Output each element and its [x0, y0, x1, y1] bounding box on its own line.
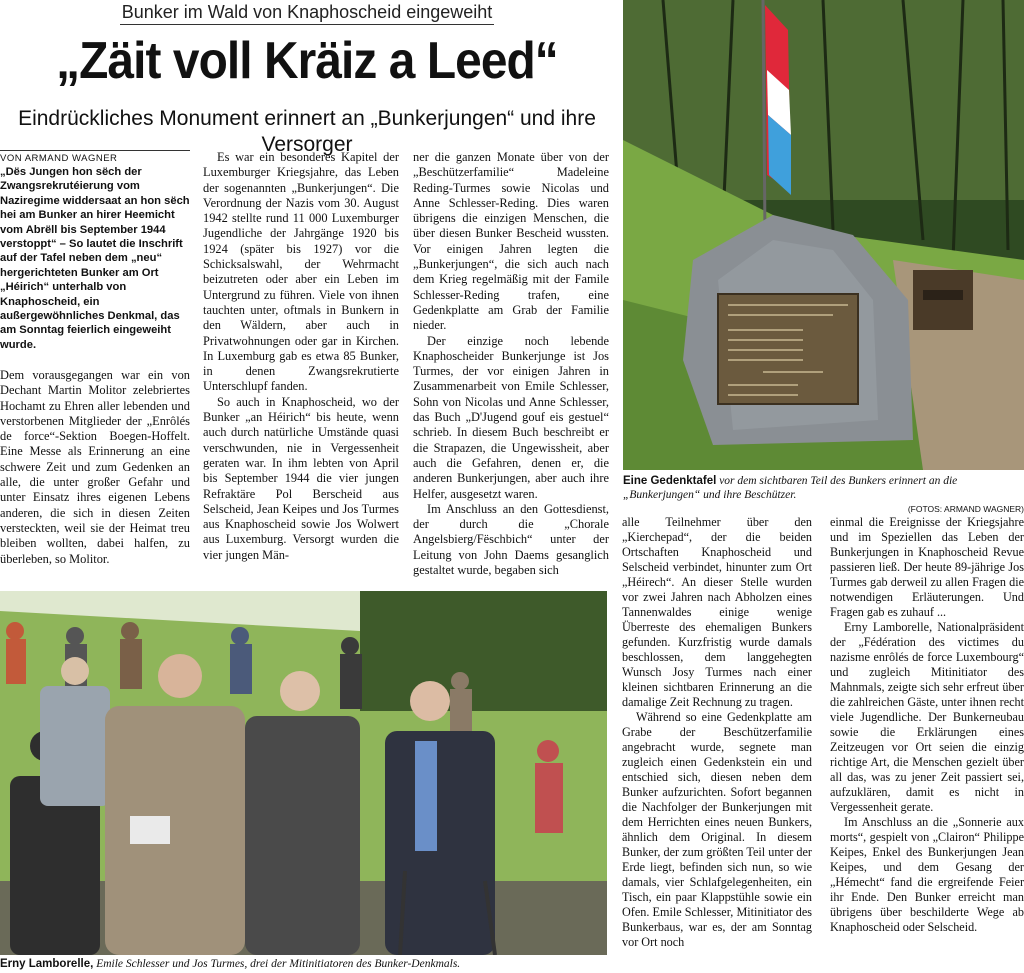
crowd-photo-caption	[0, 957, 607, 971]
article-kicker	[0, 2, 614, 23]
col4-paragraph: Während so eine Gedenkplatte am Grabe der Beschützerfamilie angebracht wurde, segnete man zugleich einen Gedenkstein ein und entschied sich, diesen neben dem Bunker aufzurichten. Sofort begannen die Nachfolger der Bunkerjungen mit dem Herrichten eines neuen Bunkers, ähnlich dem Original. In diesem Bunker, der zum größten Teil unter der Erde liegt, befinden sich nun, so wie damals, vier Schlafgelegenheiten, ein Tisch, ein paar Klappstühle sowie ein Ofen. Emile Schlesser, Mitinitiator des Bunkerbaus, war es, der am Sonntag vor Ort noch	[622, 710, 812, 949]
kicker-text: Bunker im Wald von Knaphoscheid eingeweiht	[120, 2, 495, 25]
column-4	[622, 515, 812, 950]
memorial-photo-illustration	[623, 0, 1024, 470]
article-subhead: Eindrückliches Monument erinnert an „Bunkerjungen“ und ihre Versorger	[18, 107, 596, 156]
column-2	[203, 150, 399, 563]
col3-paragraph: ner die ganzen Monate über von der „Beschützerfamilie“ Madeleine Reding-Turmes sowie Nicolas und Anne Schlesser-Reding. Dies waren übrigens die einzigen Menschen, die über diesen Bunker Bescheid wussten. Vor einigen Jahren legten die „Bunkerjungen“, die sich auch nach dem Krieg regelmäßig mit der Famile Schlesser-Reding trafen, eine Gedenkplatte am Grab der Familie nieder.	[413, 150, 609, 333]
memorial-caption-bold: Eine Gedenktafel	[623, 475, 717, 487]
col2-paragraph: Es war ein besonderes Kapitel der Luxemburger Kriegsjahre, das Leben der sogenannten „Bunkerjungen“. Die Verordnung der Nazis vom 30. August 1942 stellte rund 11 000 Luxemburger Jugendliche der Jahrgänge 1920 bis 1924 (später bis 1927) vor die Schicksalswahl, der Wehrmacht beizutreten oder aber ein Leben im Untergrund zu führen. Viele von ihnen tauchten unter, oftmals in Bunkern in den Wäldern, aber auch in Privatwohnungen oder gar in Kirchen. In Luxemburg gab es etwa 85 Bunker, in denen Zwangsrekrutierte Unterschlupf fanden.	[203, 150, 399, 394]
crowd-caption-bold: Erny Lamborelle,	[0, 958, 94, 970]
crowd-photo-illustration	[0, 591, 607, 955]
crowd-caption-text: Emile Schlesser und Jos Turmes, drei der Mitinitiatoren des Bunker-Denkmals.	[96, 958, 461, 970]
col3-paragraph: Der einzige noch lebende Knaphoscheider Bunkerjunge ist Jos Turmes, der vor einigen Jahren in Zusammenarbeit von Emile Schlesser, Sohn von Nicolas und Anne Schlesser, das Buch „D'Jugend gouf eis gestuel“ schrieb. In diesem Buch beschreibt er die Strapazen, die Ungewissheit, aber auch die Gefahren, denen er, die anderen Bunkerjungen, aber auch ihre Helfer, ausgesetzt waren.	[413, 333, 609, 501]
memorial-photo-caption	[623, 474, 1024, 516]
memorial-photo	[623, 0, 1024, 470]
crowd-photo	[0, 591, 607, 955]
article-headline: „Zäit voll Kräiz a Leed“	[56, 32, 558, 90]
byline: VON ARMAND WAGNER	[0, 150, 190, 164]
col5-paragraph: einmal die Ereignisse der Kriegsjahre und im Speziellen das Leben der Bunkerjungen in Knaphoscheid Revue passieren ließ. Der heute 89-jährige Jos Turmes gab derweil zu allen Fragen die notwendigen Erläuterungen. Und Fragen gab es zuhauf ...	[830, 515, 1024, 619]
column-5	[830, 515, 1024, 935]
column-3	[413, 150, 609, 578]
col1-paragraph: Dem vorausgegangen war ein von Dechant Martin Molitor zelebriertes Hochamt zu Ehren aller lebenden und verstorbenen Mitglieder der „Enrôlés de force“-Sektion Boegen-Hoffelt. Eine Messe als Erinnerung an eine schwere Zeit und zum Gedenken an alle, die unter großer Gefahr und unter Einsatz ihres eigenen Lebens anderen, die sich in diesen Zeiten versteckten, weil sie der Heimat treu bleiben wollten, dabei halfen, zu überleben, so Molitor.	[0, 368, 190, 566]
col4-paragraph: alle Teilnehmer über den „Kierchepad“, der die beiden Ortschaften Knaphoscheid und Selscheid verbindet, hinunter zum Ort „Héirech“. An dieser Stelle wurden vor zwei Jahren nach Abholzen eines Tannenwaldes einige wenige Überreste des ehemaligen Bunkers gefunden. Kurzfristig wurde damals beschlossen, dem langgehegten Wunsch Josy Turmes nach einer kleinen sichtbaren Erinnerung an die damalige Zeit Rechnung zu tragen.	[622, 515, 812, 709]
column-1	[0, 368, 190, 567]
col5-paragraph: Erny Lamborelle, Nationalpräsident der „Fédération des victimes du nazisme enrôlés de force Luxembourg“ und zugleich Mitinitiator des Mahnmals, zeigte sich sehr erfreut über die zahlreichen Gäste, unter ihnen recht viele Jugendliche. Der Bunkerneubau sowie die Erklärungen eines Zeitzeugen vor Ort seien die einzig richtige Art, die Menschen gezielt über all das, was zu jener Zeit passiert sei, aufzuklären, damit es nicht in Vergessenheit gerate.	[830, 620, 1024, 814]
lead-paragraph: „Dës Jungen hon sëch der Zwangsrekrutéierung vom Naziregime widdersaat an hon sëch hei am Bunker an hirer Heemicht vom Abrëll bis September 1944 verstoppt“ – So lautet die Inschrift auf der Tafel neben dem „neu“ hergerichteten Bunker am Ort „Héirich“ unterhalb von Knaphoscheid, ein außergewöhnliches Denkmal, das am Sonntag feierlich eingeweiht wurde.	[0, 166, 190, 351]
photo-credit: (FOTOS: ARMAND WAGNER)	[907, 504, 1024, 514]
memorial-caption-text: vor dem sichtbaren Teil des Bunkers erinnert an die „Bunkerjungen“ und ihre Beschützer.	[623, 475, 958, 501]
col5-paragraph: Im Anschluss an die „Sonnerie aux morts“, gespielt von „Clairon“ Philippe Keipes, Enkel des Bunkerjungen Jean Keipes, und dem Gesang der „Hémecht“ fand die ergreifende Feier ihr Ende. Den Bunker erreicht man übrigens über beschilderte Wege ab Knaphoscheid oder Selscheid.	[830, 815, 1024, 934]
col2-paragraph: So auch in Knaphoscheid, wo der Bunker „an Héirich“ bis heute, wenn auch durch natürliche Umstände quasi verschwunden, nie in Vergessenheit geraten war. In ihm lebten von April bis September 1944 die vier jungen Refraktäre Pol Berscheid aus Selscheid, Jean Keipes und Jos Turmes aus Knaphoscheid sowie Jos Wolwert aus Luxemburg. Versorgt wurden die vier jungen Män-	[203, 394, 399, 562]
col3-paragraph: Im Anschluss an den Gottesdienst, der durch die „Chorale Angelsbierg/Fëschbich“ unter der Leitung von John Daems gesanglich gestaltet wurde, begaben sich	[413, 501, 609, 578]
